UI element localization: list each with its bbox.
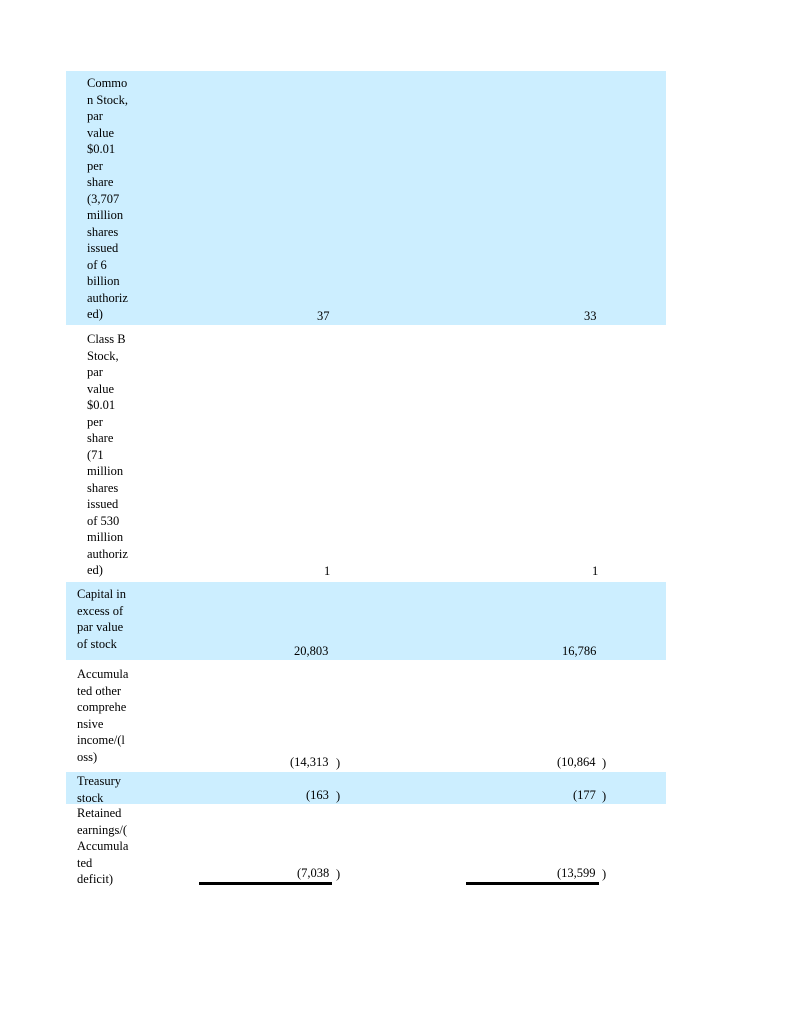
row-label-class-b-stock: Class B Stock, par value $0.01 per share (71 million shares issued of 530 million authoriz ed) [87, 332, 128, 577]
row-label-capital-in-excess: Capital in excess of par value of stock [77, 587, 126, 651]
value-col1-capital-in-excess: 20,803 [294, 644, 329, 658]
close-paren-col1-aoci: ) [336, 756, 341, 770]
close-paren-col2-treasury: ) [602, 789, 607, 803]
value-col2-treasury-stock: (177 [573, 788, 596, 802]
table-row-retained-earnings [66, 804, 666, 890]
table-row-common-stock [66, 71, 666, 325]
value-col1-class-b-stock: 1 [324, 564, 331, 578]
value-col1-accumulated-oci: (14,313 [290, 755, 329, 769]
row-label-accumulated-oci: Accumula ted other comprehe nsive income/(l oss) [77, 667, 129, 764]
value-col2-class-b-stock: 1 [592, 564, 599, 578]
row-label-retained-earnings: Retained earnings/( Accumula ted deficit) [77, 806, 129, 886]
row-label-common-stock: Commo n Stock, par value $0.01 per share (3,707 million shares issued of 6 billion authoriz ed) [87, 76, 128, 321]
table-row-class-b-stock [66, 327, 666, 580]
value-col2-accumulated-oci: (10,864 [557, 755, 596, 769]
total-underline-col2 [466, 882, 599, 885]
row-label-treasury-stock: Treasury stock [77, 774, 121, 805]
value-col1-common-stock: 37 [317, 309, 330, 323]
value-col1-retained-earnings: (7,038 [297, 866, 330, 880]
close-paren-col2-aoci: ) [602, 756, 607, 770]
value-col1-treasury-stock: (163 [306, 788, 329, 802]
close-paren-col1-retained: ) [336, 867, 341, 881]
value-col2-retained-earnings: (13,599 [557, 866, 596, 880]
table-row-capital-in-excess [66, 582, 666, 660]
value-col2-common-stock: 33 [584, 309, 597, 323]
value-col2-capital-in-excess: 16,786 [562, 644, 597, 658]
close-paren-col1-treasury: ) [336, 789, 341, 803]
close-paren-col2-retained: ) [602, 867, 607, 881]
table-row-accumulated-oci [66, 662, 666, 770]
table-row-treasury-stock [66, 772, 666, 804]
total-underline-col1 [199, 882, 332, 885]
